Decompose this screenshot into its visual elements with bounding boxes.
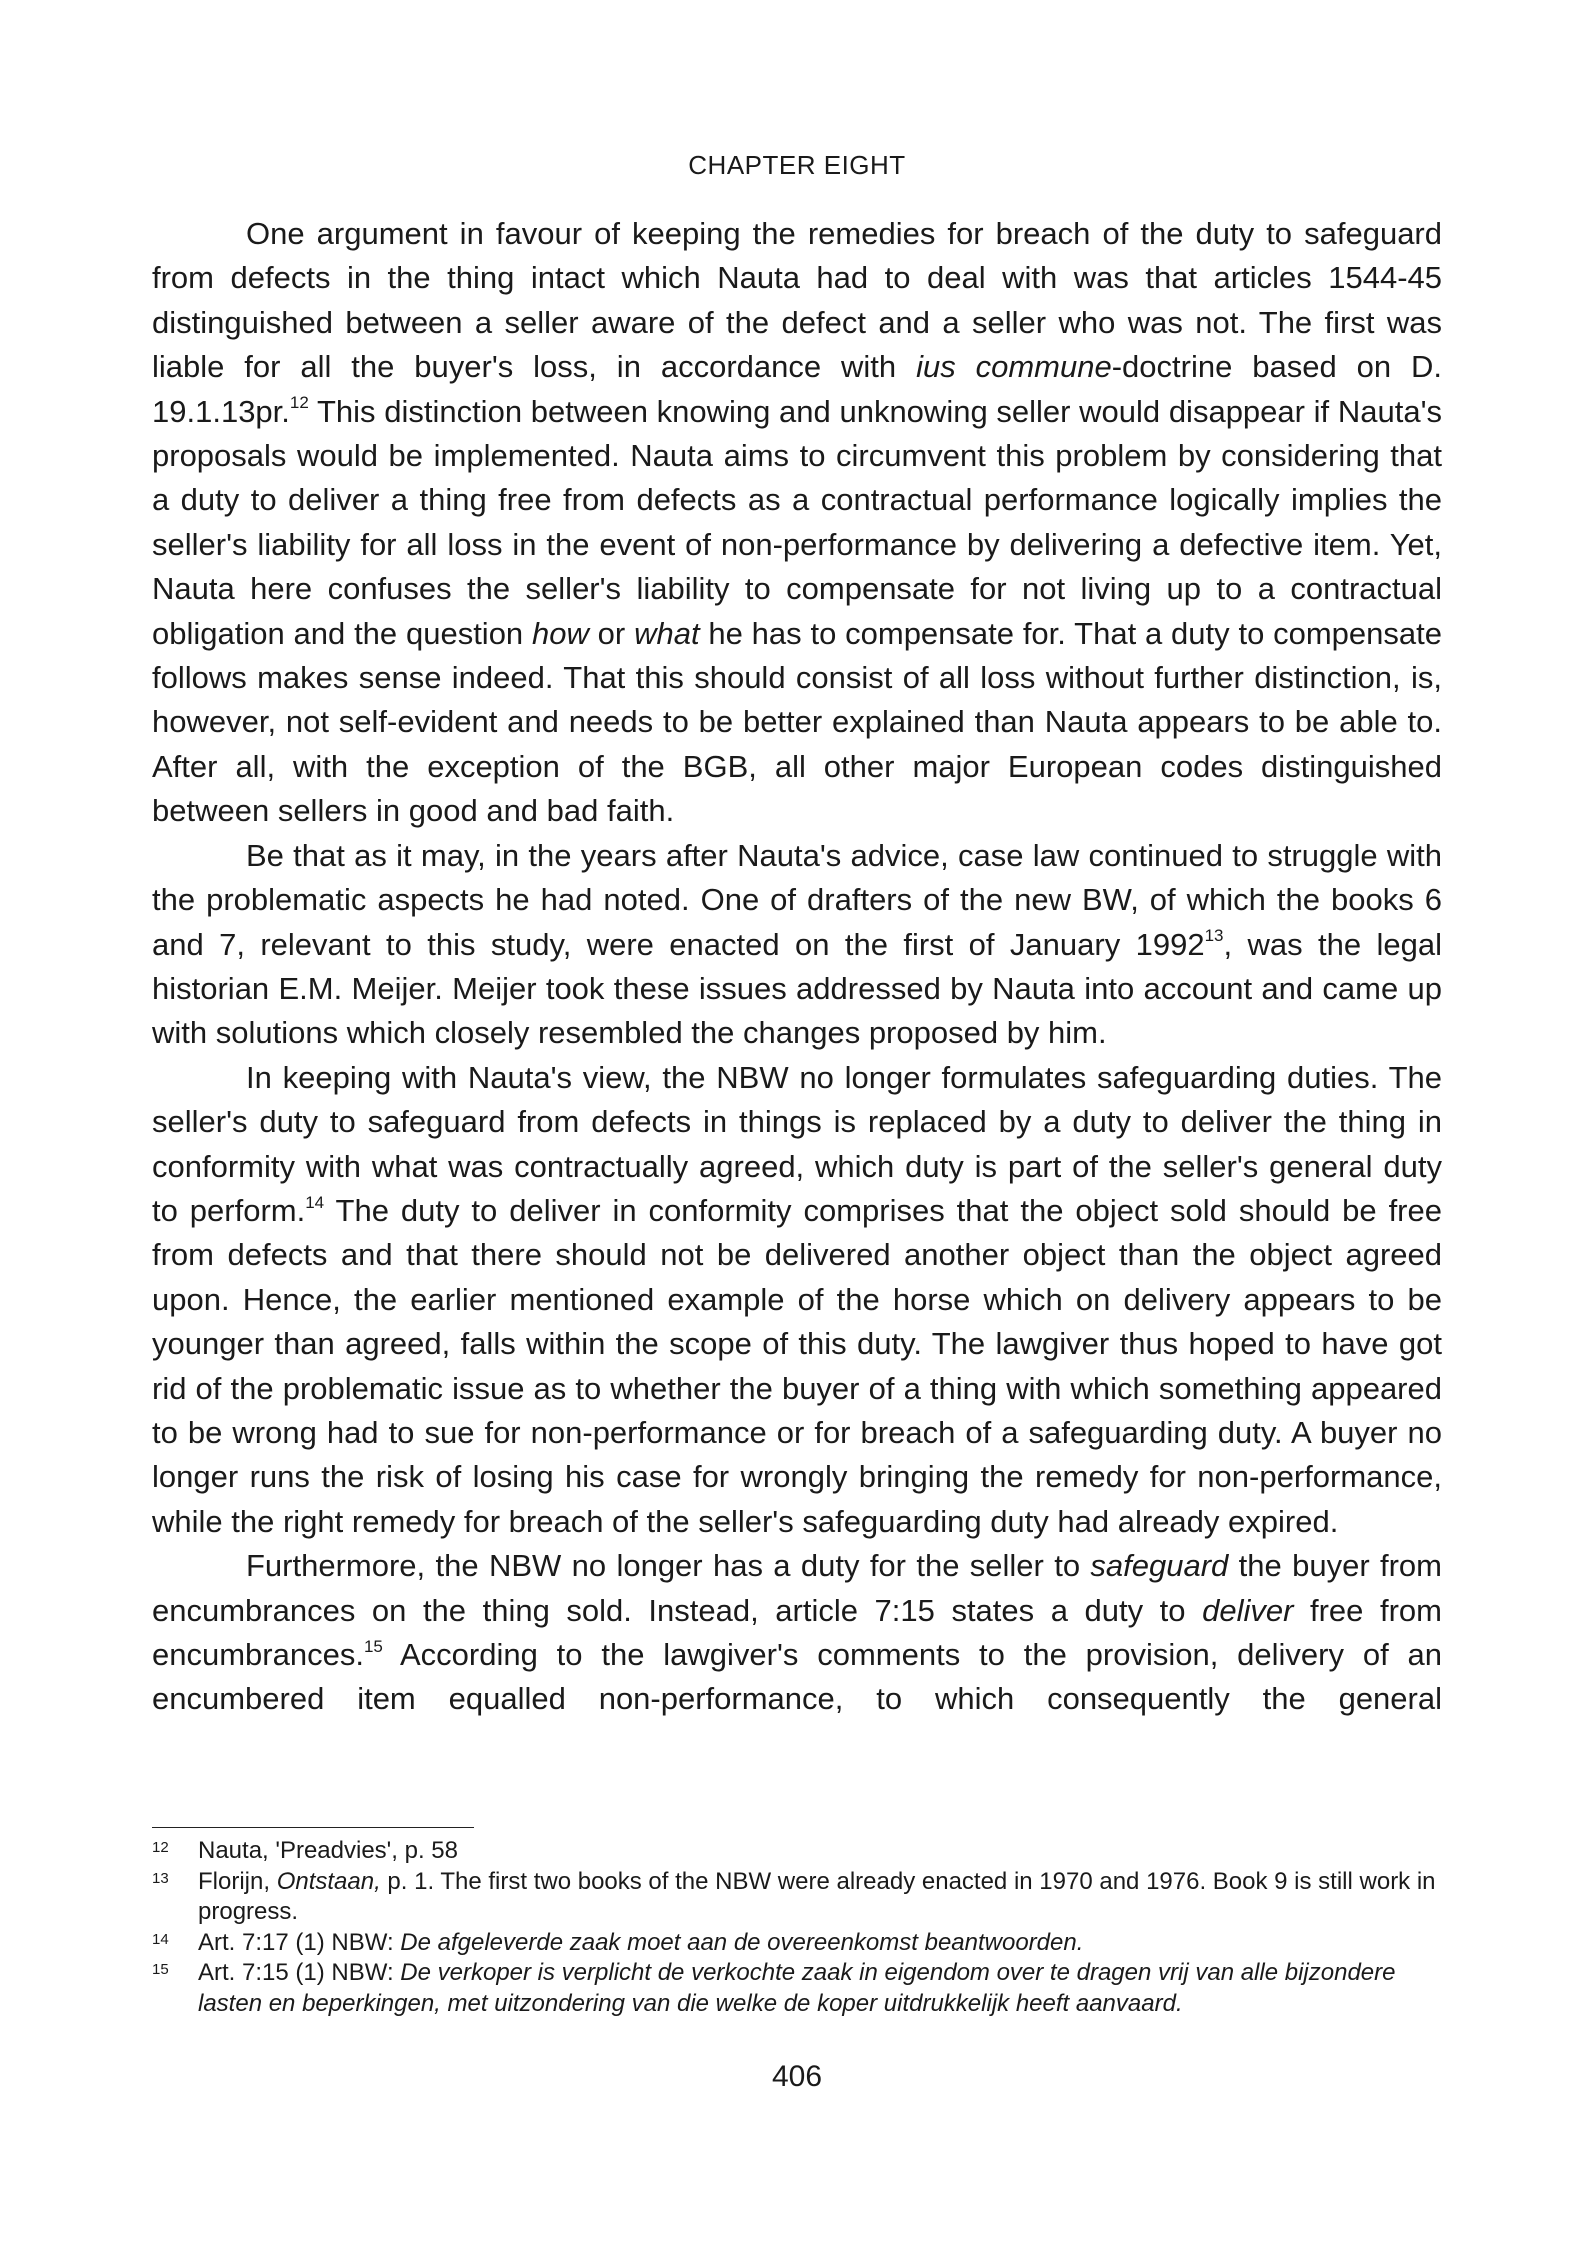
italic-term: safeguard [1090, 1548, 1229, 1584]
text-span: or [588, 615, 635, 651]
italic-term: what [634, 615, 700, 651]
body-text [152, 212, 1442, 1722]
page-number: 406 [771, 2060, 823, 2093]
text-span: the buyer from encumbrances on the thing sold. Instead, article 7:15 states a duty to [152, 1548, 1442, 1628]
text-span: , was the legal historian E.M. Meijer. Meijer took these issues addressed by Nauta into account and came up with solutions which closely resembled the changes proposed by him. [152, 926, 1443, 1051]
text-span: Furthermore, the NBW no longer has a duty for the seller to [246, 1548, 1091, 1584]
footnote-italic: De afgeleverde zaak moet aan de overeenkomst beantwoorden. [400, 1928, 1084, 1956]
footnote-text: Art. 7:17 (1) NBW: [198, 1928, 401, 1956]
footnotes [152, 1836, 1442, 2019]
footnote-text: Florijn, [198, 1867, 277, 1895]
footnote-number: 12 [152, 1839, 169, 1856]
text-span: -doctrine based on D. 19.1.13pr. [152, 349, 1442, 429]
text-span: he has to compensate for. That a duty to compensate follows makes sense indeed. That this should consist of all loss without further distinction, is, however, not self-evident and needs to be better explained than Nauta appears to be able to. After all, with the exception of the BGB, all other major European codes distinguished between sellers in good and bad faith. [152, 615, 1442, 829]
footnote-number: 14 [152, 1930, 169, 1948]
italic-term: deliver [1202, 1592, 1294, 1628]
footnote-italic: De verkoper is verplicht de verkochte zaak in eigendom over te dragen vrij van alle bijzondere lasten en beperkingen, met uitzondering van die welke de koper uitdrukkelijk heeft aanvaard. [198, 1959, 1396, 2017]
footnote-12 [152, 1836, 1442, 1867]
footnote-divider [152, 1827, 474, 1828]
running-header: CHAPTER EIGHT [688, 150, 906, 180]
text-span: In keeping with Nauta's view, the NBW no longer formulates safeguarding duties. The seller's duty to safeguard from defects in things is replaced by a duty to deliver the thing in conformity with what was contractually agreed, which duty is part of the seller's general duty to perform. [152, 1059, 1442, 1228]
text-span: free from encumbrances. [152, 1592, 1442, 1672]
footnote-15 [152, 1958, 1442, 2019]
footnote-ref-12[interactable]: 12 [289, 393, 309, 413]
footnote-text: Nauta, 'Preadvies', p. 58 [198, 1837, 458, 1864]
footnote-ref-13[interactable]: 13 [1204, 926, 1224, 946]
text-span: This distinction between knowing and unknowing seller would disappear if Nauta's proposals would be implemented. Nauta aims to circumvent this problem by considering that a duty to deliver a thing free from defects as a contractual performance logically implies the seller's liability for all loss in the event of non-performance by delivering a defective item. Yet, Nauta here confuses the seller's liability to compensate for not living up to a contractual obligation and the question [152, 393, 1442, 651]
footnote-13 [152, 1867, 1442, 1928]
paragraph-1 [152, 212, 1442, 834]
text-span: According to the lawgiver's comments to the provision, delivery of an encumbered item equalled non-performance, to which consequently the general [152, 1637, 1442, 1717]
paragraph-2 [152, 834, 1442, 1056]
footnote-text: Art. 7:15 (1) NBW: [198, 1959, 401, 1986]
text-span: The duty to deliver in conformity comprises that the object sold should be free from defects and that there should not be delivered another object than the object agreed upon. Hence, the earlier mentioned example of the horse which on delivery appears to be younger than agreed, falls within the scope of this duty. The lawgiver thus hoped to have got rid of the problematic issue as to whether the buyer of a thing with which something appeared to be wrong had to sue for non-performance or for breach of a safeguarding duty. A buyer no longer runs the risk of losing his case for wrongly bringing the remedy for non-performance, while the right remedy for breach of the seller's safeguarding duty had already expired. [152, 1192, 1442, 1539]
footnote-ref-15[interactable]: 15 [363, 1636, 383, 1656]
italic-term: ius commune [916, 349, 1112, 385]
paragraph-4 [152, 1544, 1442, 1722]
footnote-text: p. 1. The first two books of the NBW were already enacted in 1970 and 1976. Book 9 is still work in progress. [198, 1867, 1436, 1925]
footnote-number: 15 [152, 1961, 169, 1978]
footnote-number: 13 [152, 1869, 169, 1887]
italic-term: how [532, 615, 589, 651]
text-span: One argument in favour of keeping the remedies for breach of the duty to safeguard from defects in the thing intact which Nauta had to deal with was that articles 1544-45 distinguished between a seller aware of the defect and a seller who was not. The first was liable for all the buyer's loss, in accordance with [152, 216, 1442, 385]
footnote-italic: Ontstaan, [276, 1867, 381, 1895]
paragraph-3 [152, 1056, 1442, 1544]
footnote-ref-14[interactable]: 14 [305, 1192, 325, 1212]
text-span: Be that as it may, in the years after Nauta's advice, case law continued to struggle with the problematic aspects he had noted. One of drafters of the new BW, of which the books 6 and 7, relevant to this study, were enacted on the first of January 1992 [152, 837, 1442, 962]
footnote-14 [152, 1928, 1442, 1959]
